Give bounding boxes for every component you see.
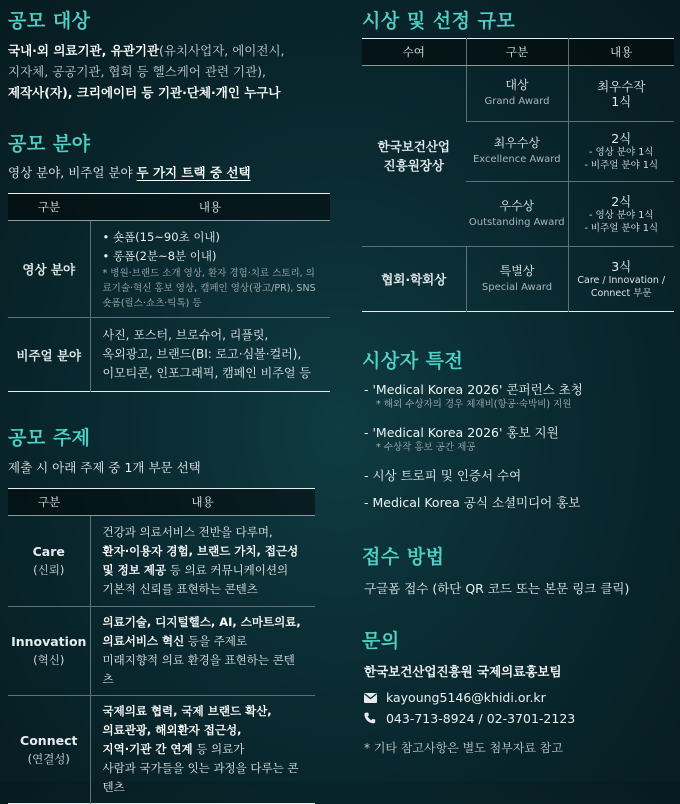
excellence-count: 2식	[611, 131, 632, 146]
visual-line-3: 이모티콘, 인포그래픽, 캠페인 비주얼 등	[102, 366, 311, 380]
org1-line-2: 진흥원장상	[383, 158, 444, 173]
connect-line-3-bold: 지역·기관 간 연계	[102, 742, 193, 756]
benefit-2-note: * 수상작 홍보 공간 제공	[376, 442, 476, 453]
benefit-4: - Medical Korea 공식 소셜미디어 홍보	[364, 495, 581, 510]
care-line-3-bold: 및 정보 제공	[102, 563, 167, 577]
org1-line-1: 한국보건산업	[377, 139, 450, 154]
eligibility-line1-rest: (유치사업자, 에이전시,	[159, 43, 285, 58]
visual-line-1: 사진, 포스터, 브로슈어, 리플릿,	[102, 328, 269, 342]
innovation-line-1: 의료기술, 디지털헬스, AI, 스마트의료,	[102, 615, 301, 629]
fields-desc-plain: 영상 분야, 비주얼 분야	[8, 165, 137, 180]
care-line-4: 기본적 신뢰를 표현하는 콘텐츠	[102, 582, 258, 596]
grand-ko: 대상	[505, 78, 529, 92]
awards-header-content: 내용	[568, 39, 674, 66]
fields-table	[8, 193, 330, 392]
submit-desc: 구글폼 접수 (하단 QR 코드 또는 본문 링크 클릭)	[364, 581, 630, 596]
grand-count-2: 1식	[611, 93, 632, 109]
connect-label: Connect	[20, 732, 78, 748]
care-line-1: 건강과 의료서비스 전반을 다루며,	[102, 525, 273, 539]
envelope-icon	[364, 688, 382, 709]
care-line-2: 환자·이용자 경험, 브랜드 가치, 접근성	[102, 544, 299, 558]
innovation-line-3: 미래지향적 의료 환경을 표현하는 콘텐츠	[102, 653, 295, 686]
fields-desc	[8, 162, 251, 183]
benefits-list	[364, 381, 674, 511]
topic-row-connect	[8, 696, 315, 804]
topics-header-category: 구분	[8, 489, 90, 516]
special-count: 3식	[611, 258, 632, 274]
excellence-ko: 최우수상	[493, 136, 540, 150]
outstanding-detail-1: - 영상 분야 1식	[589, 209, 654, 221]
fields-desc-underlined: 두 가지 트랙 중 선택	[136, 165, 251, 180]
excellence-detail-1: - 영상 분야 1식	[589, 147, 654, 158]
fields-header-category: 구분	[8, 194, 90, 221]
innovation-line-2-bold: 의료서비스 혁신	[102, 634, 185, 648]
benefit-1-note: * 해외 수상자의 경우 체재비(항공·숙박비) 지원	[376, 399, 572, 410]
connect-line-1: 국제의료 협력, 국제 브랜드 확산,	[102, 704, 272, 718]
visual-line-2: 옥외광고, 브랜드(BI: 로고·심볼·컬러),	[102, 347, 302, 361]
care-line-3-rest: 등 의료 커뮤니케이션의	[166, 563, 289, 577]
video-label: 영상 분야	[8, 221, 90, 318]
contact-phone[interactable]: 043-713-8924 / 02-3701-2123	[385, 711, 576, 726]
connect-line-2: 의료관광, 해외환자 접근성,	[102, 723, 242, 737]
special-detail-1: Care / Innovation /	[577, 274, 666, 286]
care-sub: (신뢰)	[33, 563, 65, 577]
outstanding-count: 2식	[611, 193, 632, 209]
special-detail-2: Connect 부문	[590, 287, 652, 299]
grand-en: Grand Award	[484, 96, 550, 107]
awards-header-grantor: 수여	[362, 39, 466, 66]
eligibility-line2: 지자체, 공공기관, 협회 등 헬스케어 관련 기관),	[8, 64, 266, 79]
visual-label: 비주얼 분야	[8, 318, 90, 392]
innovation-line-2-rest: 등을 주제로	[184, 634, 248, 648]
eligibility-title: 공모 대상	[8, 10, 91, 32]
fields-row-visual	[8, 318, 330, 392]
phone-icon	[364, 709, 382, 730]
grand-count-1: 최우수작	[597, 78, 646, 94]
video-bullet-2: • 롱폼(2분~8분 이내)	[102, 248, 217, 263]
awards-title: 시상 및 선정 규모	[362, 10, 516, 32]
contact-title: 문의	[362, 630, 400, 652]
video-bullet-1: • 숏폼(15~90초 이내)	[102, 229, 221, 244]
innovation-sub: (혁신)	[33, 653, 65, 667]
special-en: Special Award	[481, 281, 553, 293]
fields-header-content: 내용	[90, 194, 330, 221]
topic-row-care	[8, 516, 315, 607]
fields-row-video	[8, 221, 330, 318]
benefit-1: - 'Medical Korea 2026' 콘퍼런스 초청	[364, 382, 583, 397]
excellence-en: Excellence Award	[472, 154, 561, 165]
awards-header-category: 구분	[466, 39, 568, 66]
outstanding-en: Outstanding Award	[468, 216, 565, 228]
eligibility-line3: 제작사(자), 크리에이터 등 기관·단체·개인 누구나	[8, 85, 281, 100]
benefit-3: - 시상 트로피 및 인증서 수여	[364, 468, 522, 483]
benefit-2: - 'Medical Korea 2026' 홍보 지원	[364, 425, 559, 440]
contact-email-row	[364, 687, 546, 709]
excellence-detail-2: - 비주얼 분야 1식	[584, 160, 659, 171]
special-ko: 특별상	[499, 263, 535, 278]
topics-desc: 제출 시 아래 주제 중 1개 부문 선택	[8, 460, 201, 475]
org2-label: 협회·학회상	[362, 247, 466, 312]
contact-org: 한국보건산업진흥원 국제의료홍보팀	[364, 664, 562, 679]
video-note: * 병원·브랜드 소개 영상, 환자 경험·치료 스토리, 의료기술·혁신 홍보 영상, 캠페인 영상(광고/PR), SNS 숏폼(릴스·쇼츠·틱톡) 등	[102, 267, 316, 309]
connect-sub: (연결성)	[27, 751, 70, 766]
outstanding-detail-2: - 비주얼 분야 1식	[584, 222, 659, 234]
care-label: Care	[32, 544, 65, 559]
outstanding-ko: 우수상	[499, 198, 535, 213]
topic-row-innovation	[8, 607, 315, 696]
topics-table	[8, 488, 315, 804]
benefits-title: 시상자 특전	[362, 350, 464, 372]
submit-title: 접수 방법	[362, 546, 445, 568]
connect-line-3-rest: 등 의료가	[192, 742, 245, 756]
topics-title: 공모 주제	[8, 427, 91, 449]
fields-title: 공모 분야	[8, 133, 91, 155]
awards-table	[362, 38, 674, 312]
contact-note: * 기타 참고사항은 별도 첨부자료 참고	[364, 741, 563, 755]
award-row-special	[362, 247, 674, 312]
contact-email[interactable]: kayoung5146@khidi.or.kr	[385, 690, 546, 705]
award-row-grand	[362, 66, 674, 122]
connect-line-4: 사람과 국가들을 잇는 과정을 다루는 콘텐츠	[102, 761, 299, 794]
eligibility-line1-bold: 국내·외 의료기관, 유관기관	[8, 43, 160, 58]
contact-phone-row	[364, 708, 575, 730]
topics-header-content: 내용	[90, 489, 315, 516]
innovation-label: Innovation	[11, 634, 87, 649]
eligibility-text	[8, 40, 330, 103]
